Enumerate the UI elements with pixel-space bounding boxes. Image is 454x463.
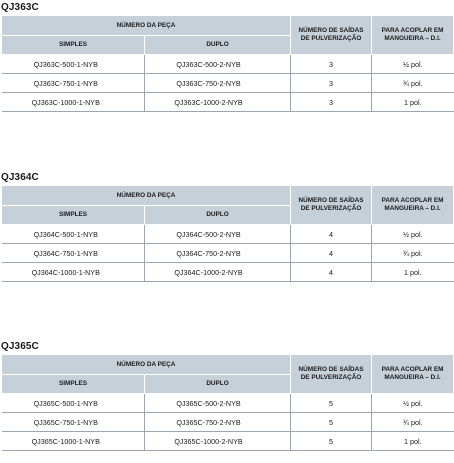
- header-double: DUPLO: [145, 375, 291, 394]
- cell-double: QJ364C-1000-2-NYB: [145, 263, 291, 282]
- header-double: DUPLO: [145, 206, 291, 225]
- cell-outlets: 5: [291, 413, 372, 432]
- header-outlets-line2: DE PULVERIZAÇÃO: [300, 374, 362, 381]
- header-outlets-line1: NÚMERO DE SAÍDAS: [298, 366, 364, 373]
- header-hose-line1: PARA ACOPLAR EM: [381, 27, 444, 34]
- cell-simple: QJ364C-1000-1-NYB: [2, 263, 145, 282]
- cell-simple: QJ365C-1000-1-NYB: [2, 432, 145, 451]
- cell-outlets: 3: [291, 55, 372, 74]
- cell-hose: ¾ pol.: [372, 244, 454, 263]
- cell-hose: ½ pol.: [372, 55, 454, 74]
- table-row: [2, 74, 454, 93]
- cell-hose: ½ pol.: [372, 225, 454, 244]
- header-part-number: NÚMERO DA PEÇA: [2, 16, 291, 36]
- header-hose-line1: PARA ACOPLAR EM: [381, 366, 444, 373]
- cell-outlets: 4: [291, 263, 372, 282]
- section-qj365c: [0, 340, 454, 451]
- table-row: [2, 93, 454, 112]
- header-hose-line2: MANGUEIRA – D.I.: [384, 35, 441, 42]
- header-part-number: NÚMERO DA PEÇA: [2, 186, 291, 206]
- header-part-number: NÚMERO DA PEÇA: [2, 355, 291, 375]
- header-hose: [372, 355, 454, 394]
- cell-outlets: 3: [291, 93, 372, 112]
- cell-outlets: 5: [291, 394, 372, 413]
- cell-hose: 1 pol.: [372, 93, 454, 112]
- header-hose-line2: MANGUEIRA – D.I.: [384, 374, 441, 381]
- cell-double: QJ363C-750-2-NYB: [145, 74, 291, 93]
- header-double: DUPLO: [145, 36, 291, 55]
- table-row: [2, 432, 454, 451]
- header-outlets-line2: DE PULVERIZAÇÃO: [300, 35, 362, 42]
- table-row: [2, 244, 454, 263]
- cell-simple: QJ363C-500-1-NYB: [2, 55, 145, 74]
- header-hose-line1: PARA ACOPLAR EM: [381, 197, 444, 204]
- cell-simple: QJ365C-750-1-NYB: [2, 413, 145, 432]
- header-hose: [372, 186, 454, 225]
- table-row: [2, 263, 454, 282]
- cell-outlets: 4: [291, 244, 372, 263]
- cell-double: QJ365C-500-2-NYB: [145, 394, 291, 413]
- cell-double: QJ365C-750-2-NYB: [145, 413, 291, 432]
- cell-double: QJ365C-1000-2-NYB: [145, 432, 291, 451]
- parts-table: [1, 185, 454, 282]
- header-simple: SIMPLES: [2, 206, 145, 225]
- cell-simple: QJ363C-750-1-NYB: [2, 74, 145, 93]
- header-outlets-line2: DE PULVERIZAÇÃO: [300, 205, 362, 212]
- header-simple: SIMPLES: [2, 375, 145, 394]
- section-title: QJ365C: [1, 341, 39, 352]
- cell-simple: QJ365C-500-1-NYB: [2, 394, 145, 413]
- cell-double: QJ363C-500-2-NYB: [145, 55, 291, 74]
- section-title: QJ363C: [1, 2, 39, 13]
- cell-simple: QJ363C-1000-1-NYB: [2, 93, 145, 112]
- cell-double: QJ364C-750-2-NYB: [145, 244, 291, 263]
- cell-outlets: 5: [291, 432, 372, 451]
- cell-hose: 1 pol.: [372, 432, 454, 451]
- cell-double: QJ364C-500-2-NYB: [145, 225, 291, 244]
- section-qj364c: [0, 171, 454, 282]
- header-hose: [372, 16, 454, 55]
- parts-table: [1, 15, 454, 112]
- cell-hose: 1 pol.: [372, 263, 454, 282]
- cell-hose: ½ pol.: [372, 394, 454, 413]
- table-row: [2, 394, 454, 413]
- table-row: [2, 55, 454, 74]
- cell-outlets: 4: [291, 225, 372, 244]
- section-qj363c: [0, 1, 454, 112]
- header-hose-line2: MANGUEIRA – D.I.: [384, 205, 441, 212]
- cell-hose: ¾ pol.: [372, 413, 454, 432]
- header-outlets: [291, 355, 372, 394]
- cell-hose: ¾ pol.: [372, 74, 454, 93]
- header-simple: SIMPLES: [2, 36, 145, 55]
- parts-table: [1, 354, 454, 451]
- cell-simple: QJ364C-750-1-NYB: [2, 244, 145, 263]
- table-row: [2, 413, 454, 432]
- header-outlets-line1: NÚMERO DE SAÍDAS: [298, 197, 364, 204]
- header-outlets-line1: NÚMERO DE SAÍDAS: [298, 27, 364, 34]
- cell-outlets: 3: [291, 74, 372, 93]
- header-outlets: [291, 16, 372, 55]
- header-outlets: [291, 186, 372, 225]
- table-row: [2, 225, 454, 244]
- cell-simple: QJ364C-500-1-NYB: [2, 225, 145, 244]
- section-title: QJ364C: [1, 172, 39, 183]
- cell-double: QJ363C-1000-2-NYB: [145, 93, 291, 112]
